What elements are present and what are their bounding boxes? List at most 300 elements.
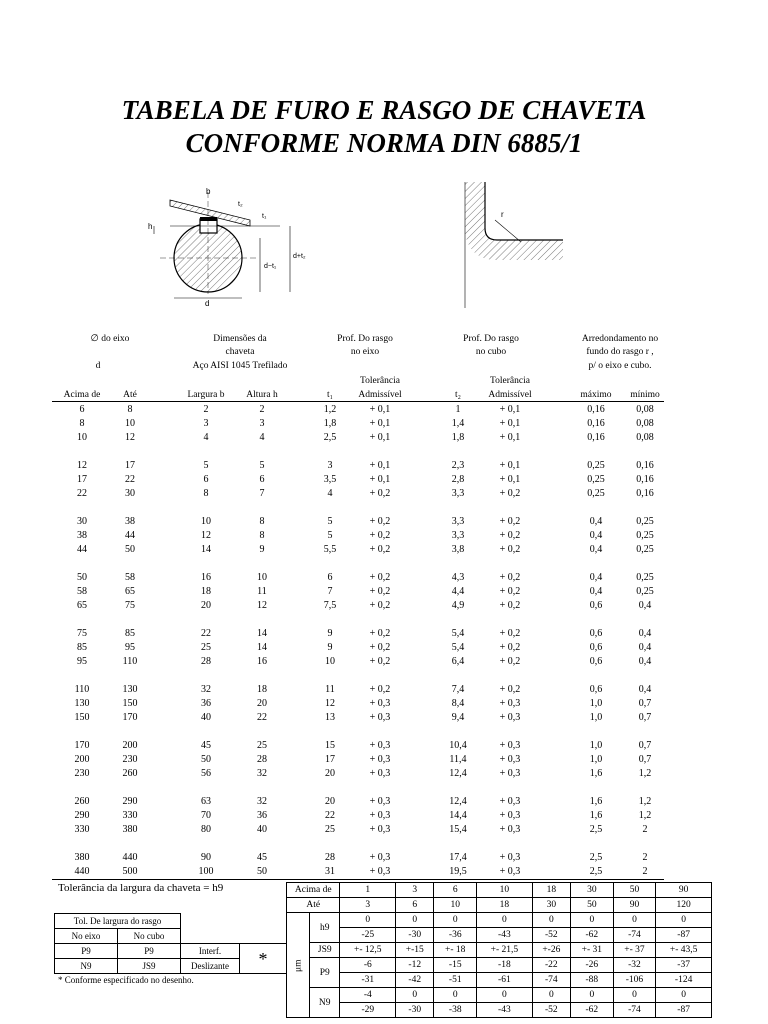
figure-label-d-minus-t1: d−t₁ [264, 263, 277, 270]
cell-tol-hub: + 0,1 [499, 418, 521, 429]
cell-upto: 30 [125, 488, 135, 499]
cell-width: 45 [201, 740, 211, 751]
cell-above: 6 [79, 404, 85, 415]
header-round-1: Arredondamento no [581, 334, 659, 344]
cell-above: 85 [77, 642, 87, 653]
cell-height: 36 [257, 810, 267, 821]
table-row [0, 473, 768, 487]
header-dims-2: chaveta [225, 347, 255, 357]
cell-above: 170 [74, 740, 90, 751]
fit-p9-value: -6 [340, 958, 396, 973]
fit-p9-value: -51 [434, 973, 477, 988]
cell-t1: 5 [327, 530, 333, 541]
cell-max: 1,6 [589, 768, 603, 779]
header-hub-depth-2: no cubo [475, 347, 507, 357]
cell-t1: 3 [327, 460, 333, 471]
cell-height: 14 [257, 642, 267, 653]
cell-height: 22 [257, 712, 267, 723]
figure-label-h: h [148, 222, 153, 231]
cell-t1: 25 [325, 824, 335, 835]
fit-n9-value: -43 [477, 1003, 533, 1018]
table-row [0, 585, 768, 599]
cell-tol-shaft: + 0,1 [369, 460, 391, 471]
cell-tol-shaft: + 0,3 [369, 768, 391, 779]
header-shaft-depth-2: no eixo [350, 347, 380, 357]
fit-n9-value: 0 [477, 988, 533, 1003]
cell-t2: 3,3 [451, 530, 465, 541]
cell-tol-shaft: + 0,3 [369, 796, 391, 807]
table-row [0, 487, 768, 501]
cell-tol-shaft: + 0,3 [369, 712, 391, 723]
cell-height: 8 [259, 530, 265, 541]
cell-tol-hub: + 0,2 [499, 628, 521, 639]
fit-h9-value: -43 [477, 928, 533, 943]
cell-tol-shaft: + 0,3 [369, 824, 391, 835]
cell-above: 38 [77, 530, 87, 541]
fit-above-value: 10 [477, 883, 533, 898]
cell-upto: 380 [122, 824, 138, 835]
table-row [0, 641, 768, 655]
cell-above: 22 [77, 488, 87, 499]
cell-width: 28 [201, 656, 211, 667]
page-title-line-2: CONFORME NORMA DIN 6885/1 [185, 128, 583, 158]
cell-t1: 20 [325, 768, 335, 779]
cell-height: 14 [257, 628, 267, 639]
corner-radius-drawing [455, 180, 565, 310]
cell-above: 230 [74, 768, 90, 779]
shaft-key-section-drawing [140, 182, 320, 307]
cell-min: 0,7 [638, 712, 652, 723]
fit-h9-value: -30 [396, 928, 434, 943]
cell-above: 44 [77, 544, 87, 555]
cell-max: 1,0 [589, 698, 603, 709]
cell-upto: 85 [125, 628, 135, 639]
cell-max: 0,6 [589, 642, 603, 653]
fit-h9-value: -52 [532, 928, 570, 943]
cell-t1: 7,5 [323, 600, 337, 611]
cell-width: 2 [203, 404, 209, 415]
header-t1: t₁ [327, 390, 333, 400]
fit-upto-value: 30 [532, 898, 570, 913]
cell-upto: 12 [125, 432, 135, 443]
cell-min: 1,2 [638, 810, 652, 821]
fit-n9-value: 0 [434, 988, 477, 1003]
cell-tol-hub: + 0,2 [499, 530, 521, 541]
cell-tol-hub: + 0,2 [499, 488, 521, 499]
cell-tol-hub: + 0,3 [499, 740, 521, 751]
cell-width: 100 [198, 866, 214, 877]
cell-t2: 5,4 [451, 642, 465, 653]
slot-r1-shaft: P9 [55, 944, 118, 959]
cell-above: 17 [77, 474, 87, 485]
cell-height: 18 [257, 684, 267, 695]
cell-min: 0,25 [636, 530, 654, 541]
cell-tol-shaft: + 0,3 [369, 698, 391, 709]
cell-max: 0,4 [589, 516, 603, 527]
cell-max: 0,6 [589, 656, 603, 667]
header-tolerance-hub-2: Admissível [488, 390, 532, 400]
cell-min: 0,08 [636, 418, 654, 429]
cell-height: 20 [257, 698, 267, 709]
fit-p9-value: -32 [613, 958, 656, 973]
fit-h9-value: 0 [340, 913, 396, 928]
fit-p9-value: -26 [571, 958, 614, 973]
cell-upto: 10 [125, 418, 135, 429]
slot-r2-hub: JS9 [118, 959, 181, 974]
cell-above: 330 [74, 824, 90, 835]
cell-height: 8 [259, 516, 265, 527]
cell-min: 0,4 [638, 600, 652, 611]
fit-above-value: 90 [656, 883, 712, 898]
cell-max: 0,6 [589, 600, 603, 611]
cell-above: 130 [74, 698, 90, 709]
cell-above: 440 [74, 866, 90, 877]
fit-upto-value: 3 [340, 898, 396, 913]
header-round-3: p/ o eixo e cubo. [588, 361, 652, 371]
fit-h9-value: -25 [340, 928, 396, 943]
cell-tol-shaft: + 0,1 [369, 474, 391, 485]
cell-tol-hub: + 0,3 [499, 852, 521, 863]
cell-height: 28 [257, 754, 267, 765]
cell-tol-hub: + 0,2 [499, 656, 521, 667]
cell-min: 0,4 [638, 684, 652, 695]
cell-above: 30 [77, 516, 87, 527]
fit-js9-value: +-15 [396, 943, 434, 958]
cell-max: 0,16 [587, 418, 605, 429]
cell-width: 5 [203, 460, 209, 471]
cell-min: 0,25 [636, 516, 654, 527]
table-row [0, 515, 768, 529]
cell-height: 32 [257, 768, 267, 779]
cell-upto: 95 [125, 642, 135, 653]
slot-star: * [240, 944, 287, 974]
slot-col-hub: No cubo [118, 929, 181, 944]
cell-t2: 1 [455, 404, 461, 415]
fit-p9-value: -88 [571, 973, 614, 988]
cell-t1: 6 [327, 572, 333, 583]
cell-tol-hub: + 0,3 [499, 796, 521, 807]
header-max: máximo [580, 390, 612, 400]
fit-n9-value: 0 [532, 988, 570, 1003]
cell-width: 63 [201, 796, 211, 807]
cell-above: 8 [79, 418, 85, 429]
cell-tol-hub: + 0,3 [499, 824, 521, 835]
fit-h9-value: 0 [532, 913, 570, 928]
cell-t1: 3,5 [323, 474, 337, 485]
fit-p9-value: -37 [656, 958, 712, 973]
cell-max: 2,5 [589, 852, 603, 863]
fit-n9-value: -29 [340, 1003, 396, 1018]
cell-upto: 150 [122, 698, 138, 709]
cell-min: 0,7 [638, 740, 652, 751]
cell-upto: 65 [125, 586, 135, 597]
cell-tol-shaft: + 0,3 [369, 852, 391, 863]
header-rule [52, 401, 664, 402]
cell-tol-hub: + 0,2 [499, 572, 521, 583]
cell-height: 3 [259, 418, 265, 429]
fit-p9-value: -124 [656, 973, 712, 988]
fit-js9-value: +- 18 [434, 943, 477, 958]
cell-max: 0,4 [589, 544, 603, 555]
cell-width: 40 [201, 712, 211, 723]
header-above: Acima de [63, 390, 101, 400]
cell-width: 25 [201, 642, 211, 653]
cell-max: 0,25 [587, 488, 605, 499]
table-row [0, 697, 768, 711]
page-title-line-1: TABELA DE FURO E RASGO DE CHAVETA [121, 95, 647, 125]
cell-tol-shaft: + 0,2 [369, 600, 391, 611]
cell-tol-shaft: + 0,3 [369, 754, 391, 765]
fit-h9-value: 0 [571, 913, 614, 928]
header-width: Largura b [187, 390, 225, 400]
cell-min: 0,4 [638, 628, 652, 639]
fit-p9-value: -15 [434, 958, 477, 973]
cell-height: 5 [259, 460, 265, 471]
table-row [0, 711, 768, 725]
fit-upto-value: 18 [477, 898, 533, 913]
cell-t2: 3,8 [451, 544, 465, 555]
cell-t1: 12 [325, 698, 335, 709]
fit-p9-label: P9 [310, 958, 340, 988]
cell-above: 95 [77, 656, 87, 667]
cell-min: 0,4 [638, 642, 652, 653]
header-min: mínimo [630, 390, 660, 400]
cell-t1: 17 [325, 754, 335, 765]
figure-label-d-plus-t2: d+t₂ [293, 253, 306, 260]
cell-max: 1,0 [589, 754, 603, 765]
cell-t2: 9,4 [451, 712, 465, 723]
cell-width: 50 [201, 754, 211, 765]
fit-n9-value: -87 [656, 1003, 712, 1018]
cell-upto: 22 [125, 474, 135, 485]
cell-upto: 440 [122, 852, 138, 863]
fit-js9-value: +- 31 [571, 943, 614, 958]
cell-min: 0,16 [636, 488, 654, 499]
cell-width: 14 [201, 544, 211, 555]
cell-width: 80 [201, 824, 211, 835]
cell-tol-hub: + 0,2 [499, 544, 521, 555]
figure-label-b: b [206, 187, 211, 196]
cell-height: 25 [257, 740, 267, 751]
cell-min: 0,7 [638, 754, 652, 765]
cell-tol-hub: + 0,3 [499, 754, 521, 765]
slot-r1-hub: P9 [118, 944, 181, 959]
slot-r1-type: Interf. [181, 944, 240, 959]
cell-upto: 8 [127, 404, 133, 415]
cell-t1: 1,8 [323, 418, 337, 429]
fit-unit-label: μm [287, 913, 310, 1018]
cell-t1: 7 [327, 586, 333, 597]
cell-upto: 58 [125, 572, 135, 583]
cell-min: 0,16 [636, 474, 654, 485]
fit-tolerance-table [286, 882, 712, 1018]
cell-height: 32 [257, 796, 267, 807]
cell-tol-hub: + 0,3 [499, 810, 521, 821]
cell-min: 2 [642, 866, 648, 877]
cell-above: 10 [77, 432, 87, 443]
cell-t2: 15,4 [449, 824, 467, 835]
cell-upto: 38 [125, 516, 135, 527]
table-row [0, 543, 768, 557]
fit-p9-value: -106 [613, 973, 656, 988]
table-row [0, 767, 768, 781]
cell-max: 0,16 [587, 432, 605, 443]
cell-width: 20 [201, 600, 211, 611]
cell-width: 22 [201, 628, 211, 639]
cell-upto: 17 [125, 460, 135, 471]
cell-tol-shaft: + 0,2 [369, 516, 391, 527]
fit-n9-value: -52 [532, 1003, 570, 1018]
cell-t2: 4,3 [451, 572, 465, 583]
header-round-2: fundo do rasgo r , [586, 347, 654, 357]
table-row [0, 655, 768, 669]
table-row [0, 809, 768, 823]
fit-p9-value: -61 [477, 973, 533, 988]
cell-t2: 4,9 [451, 600, 465, 611]
header-height: Altura h [246, 390, 278, 400]
cell-above: 58 [77, 586, 87, 597]
cell-t2: 12,4 [449, 768, 467, 779]
cell-t2: 3,3 [451, 488, 465, 499]
cell-max: 0,6 [589, 684, 603, 695]
table-row [0, 627, 768, 641]
fit-upto-label: Até [287, 898, 340, 913]
cell-t2: 8,4 [451, 698, 465, 709]
cell-t1: 2,5 [323, 432, 337, 443]
cell-min: 2 [642, 824, 648, 835]
table-row [0, 823, 768, 837]
cell-t1: 31 [325, 866, 335, 877]
cell-height: 45 [257, 852, 267, 863]
table-row [0, 865, 768, 879]
cell-height: 6 [259, 474, 265, 485]
cell-t2: 7,4 [451, 684, 465, 695]
cell-above: 200 [74, 754, 90, 765]
cell-min: 0,16 [636, 460, 654, 471]
fit-h9-label: h9 [310, 913, 340, 943]
cell-above: 290 [74, 810, 90, 821]
header-shaft: ∅ do eixo [90, 334, 130, 344]
cell-upto: 50 [125, 544, 135, 555]
cell-max: 0,4 [589, 572, 603, 583]
cell-above: 50 [77, 572, 87, 583]
cell-width: 3 [203, 418, 209, 429]
fit-p9-value: -31 [340, 973, 396, 988]
header-t2: t₂ [455, 390, 461, 400]
cell-tol-shaft: + 0,3 [369, 866, 391, 877]
cell-height: 12 [257, 600, 267, 611]
cell-min: 0,25 [636, 544, 654, 555]
header-dims-3: Aço AISI 1045 Trefilado [192, 361, 288, 371]
cell-width: 36 [201, 698, 211, 709]
fit-js9-value: +- 43,5 [656, 943, 712, 958]
header-shaft-depth-1: Prof. Do rasgo [337, 334, 393, 344]
cell-upto: 110 [122, 656, 138, 667]
header-tolerance-shaft-2: Admissível [358, 390, 402, 400]
cell-above: 260 [74, 796, 90, 807]
cell-height: 16 [257, 656, 267, 667]
slot-table-title: Tol. De largura do rasgo [55, 914, 181, 929]
figure-label-r: r [501, 210, 504, 219]
cell-t1: 5 [327, 516, 333, 527]
header-tolerance-hub-1: Tolerância [490, 376, 530, 386]
fit-h9-value: -36 [434, 928, 477, 943]
header-hub-depth-1: Prof. Do rasgo [463, 334, 519, 344]
fit-n9-value: -38 [434, 1003, 477, 1018]
header-dims-1: Dimensões da [213, 334, 267, 344]
cell-tol-hub: + 0,1 [499, 474, 521, 485]
cell-max: 1,0 [589, 740, 603, 751]
fit-p9-value: -22 [532, 958, 570, 973]
table-row [0, 599, 768, 613]
cell-tol-shaft: + 0,2 [369, 530, 391, 541]
table-row [0, 431, 768, 445]
cell-upto: 75 [125, 600, 135, 611]
width-tolerance-note: Tolerância da largura da chaveta = h9 [58, 882, 224, 894]
fit-h9-value: 0 [477, 913, 533, 928]
fit-n9-value: 0 [656, 988, 712, 1003]
slot-tolerance-table [54, 913, 287, 974]
cell-max: 0,25 [587, 460, 605, 471]
cell-tol-hub: + 0,3 [499, 698, 521, 709]
cell-tol-shaft: + 0,2 [369, 642, 391, 653]
cell-tol-shaft: + 0,1 [369, 404, 391, 415]
fit-upto-value: 90 [613, 898, 656, 913]
fit-above-label: Acima de [287, 883, 340, 898]
cell-t1: 1,2 [323, 404, 337, 415]
cell-upto: 500 [122, 866, 138, 877]
slot-r2-type: Deslizante [181, 959, 240, 974]
table-bottom-rule [52, 879, 664, 880]
cell-min: 0,25 [636, 572, 654, 583]
cell-tol-hub: + 0,2 [499, 642, 521, 653]
cell-width: 4 [203, 432, 209, 443]
cell-max: 0,25 [587, 474, 605, 485]
fit-js9-label: JS9 [310, 943, 340, 958]
cell-upto: 130 [122, 684, 138, 695]
fit-above-value: 30 [571, 883, 614, 898]
cell-t2: 17,4 [449, 852, 467, 863]
fit-above-value: 50 [613, 883, 656, 898]
cell-t2: 2,8 [451, 474, 465, 485]
fit-js9-value: +- 21,5 [477, 943, 533, 958]
cell-min: 0,08 [636, 432, 654, 443]
cell-t1: 13 [325, 712, 335, 723]
cell-t2: 14,4 [449, 810, 467, 821]
cell-upto: 330 [122, 810, 138, 821]
cell-tol-shaft: + 0,2 [369, 656, 391, 667]
cell-max: 0,16 [587, 404, 605, 415]
cell-max: 2,5 [589, 866, 603, 877]
cell-t2: 4,4 [451, 586, 465, 597]
cell-max: 0,6 [589, 628, 603, 639]
figure-label-t2: t₂ [238, 201, 243, 208]
cell-height: 10 [257, 572, 267, 583]
cell-width: 16 [201, 572, 211, 583]
cell-min: 0,25 [636, 586, 654, 597]
fit-n9-value: -30 [396, 1003, 434, 1018]
cell-tol-hub: + 0,2 [499, 586, 521, 597]
fit-upto-value: 120 [656, 898, 712, 913]
cell-above: 12 [77, 460, 87, 471]
cell-t2: 5,4 [451, 628, 465, 639]
cell-tol-hub: + 0,3 [499, 768, 521, 779]
cell-t2: 1,4 [451, 418, 465, 429]
cell-height: 9 [259, 544, 265, 555]
fit-p9-value: -18 [477, 958, 533, 973]
cell-width: 70 [201, 810, 211, 821]
cell-t1: 11 [325, 684, 335, 695]
